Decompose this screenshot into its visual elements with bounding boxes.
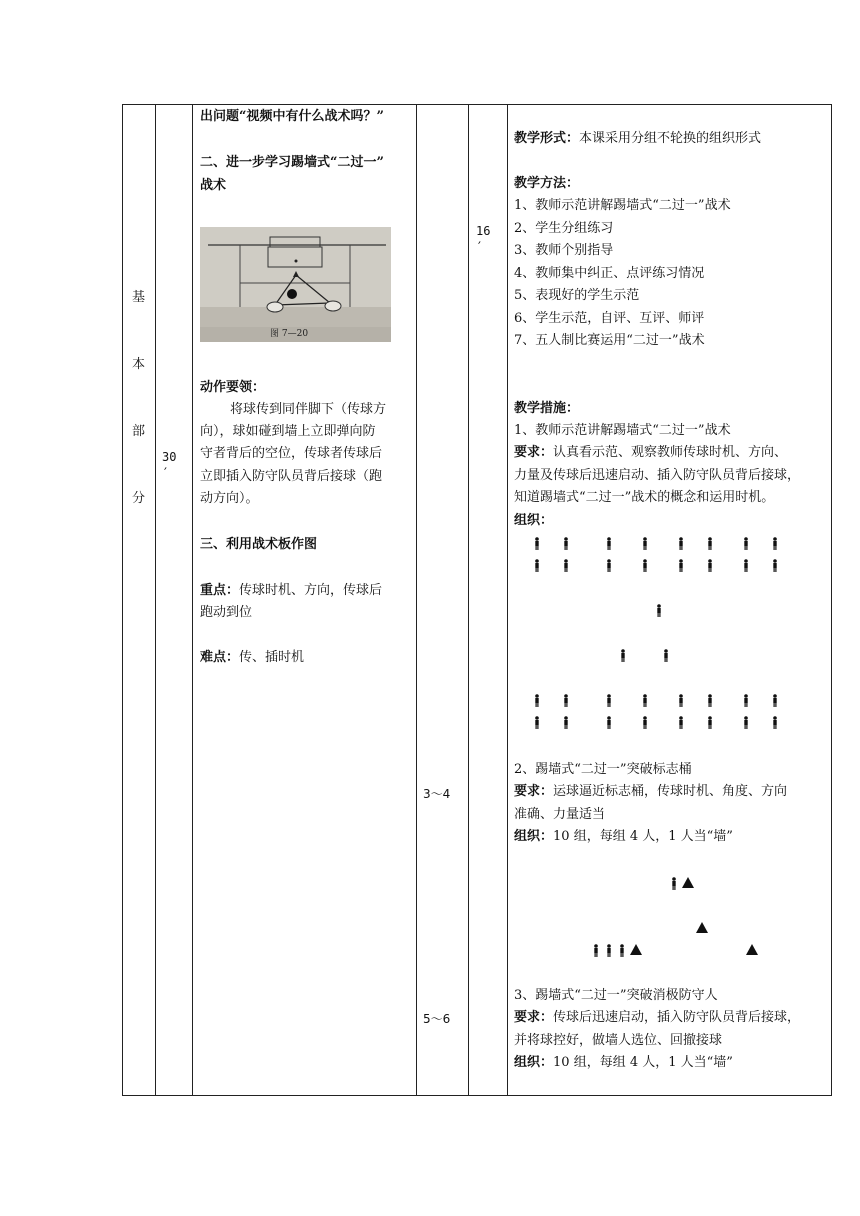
student-icon [706, 694, 714, 707]
wall-player-icon [670, 877, 678, 890]
student-icon [742, 694, 750, 707]
focus-text-cont: 跑动到位 [200, 605, 253, 620]
teacher-icon [655, 604, 663, 617]
method-item: 4、教师集中纠正、点评练习情况 [514, 266, 705, 281]
demonstrator-icon [662, 649, 670, 662]
student-icon [771, 559, 779, 572]
time-side: 16 [476, 224, 491, 238]
difficulty-label: 难点： [200, 650, 240, 665]
student-icon [771, 694, 779, 707]
req-text: 传球后迅速启动，插入防守队员背后接球， [553, 1010, 801, 1025]
student-icon [533, 559, 541, 572]
student-icon [562, 694, 570, 707]
table-col-border [192, 104, 193, 1096]
student-icon [641, 537, 649, 550]
difficulty-text: 传、插时机 [239, 650, 305, 665]
table-col-border [122, 104, 123, 1096]
cone-icon [682, 877, 694, 888]
measures-heading: 教学措施： [514, 401, 580, 416]
student-icon [605, 716, 613, 729]
table-col-border [416, 104, 417, 1096]
req-label: 要求： [514, 445, 554, 460]
student-icon [641, 716, 649, 729]
demonstrator-icon [619, 649, 627, 662]
measure-3-req-cont: 并将球控好，做墙人选位、回撤接球 [514, 1033, 723, 1048]
measure-2-org [514, 826, 733, 848]
org-label: 组织： [514, 513, 554, 528]
student-icon [677, 694, 685, 707]
difficulty-line [200, 647, 304, 669]
section-label-char: 分 [132, 491, 146, 506]
table-top-border [122, 104, 832, 105]
form-label: 教学形式： [514, 131, 580, 146]
student-icon [706, 716, 714, 729]
student-icon [533, 694, 541, 707]
student-icon [641, 694, 649, 707]
student-icon [605, 559, 613, 572]
student-icon [742, 716, 750, 729]
method-item: 7、五人制比赛运用“二过一”战术 [514, 333, 705, 348]
student-icon [771, 537, 779, 550]
measure-2-title: 2、踢墙式“二过一”突破标志桶 [514, 762, 692, 777]
reps-2: 5～6 [423, 1012, 451, 1026]
figure-caption: 图 7—20 [270, 329, 309, 339]
measure-3-title: 3、踢墙式“二过一”突破消极防守人 [514, 988, 718, 1003]
key-points-line: 守者背后的空位，传球者传球后 [200, 446, 383, 461]
tactic-diagram-svg [200, 227, 391, 342]
measure-3-org [514, 1052, 733, 1074]
student-icon [533, 537, 541, 550]
measure-3-req [514, 1007, 800, 1029]
measure-2-req [514, 781, 787, 803]
table-col-border [831, 104, 832, 1096]
student-icon [742, 559, 750, 572]
time-side-unit: ′ [478, 240, 481, 255]
student-icon [533, 716, 541, 729]
student-icon [771, 716, 779, 729]
measure-1-req [514, 442, 787, 464]
student-icon [562, 559, 570, 572]
method-item: 3、教师个别指导 [514, 243, 614, 258]
student-icon [677, 559, 685, 572]
tactic-figure [200, 227, 391, 342]
player-icon [618, 944, 626, 957]
student-icon [562, 716, 570, 729]
cone-icon [696, 922, 708, 933]
intro-question: 出问题“视频中有什么战术吗？” [200, 109, 384, 124]
org-text: 10 组，每组 4 人，1 人当“墙” [553, 829, 733, 844]
measure-1-req-cont: 力量及传球后迅速启动、插入防守队员背后接球， [514, 468, 801, 483]
method-item: 5、表现好的学生示范 [514, 288, 640, 303]
time-main: 30 [162, 450, 177, 464]
key-points-heading: 动作要领： [200, 380, 266, 395]
reps-1: 3～4 [423, 787, 451, 801]
section-heading-2-cont: 战术 [200, 178, 227, 193]
cone-icon [746, 944, 758, 955]
org-text: 10 组，每组 4 人，1 人当“墙” [553, 1055, 733, 1070]
focus-line [200, 580, 382, 602]
student-icon [562, 537, 570, 550]
method-heading: 教学方法： [514, 176, 580, 191]
student-icon [677, 716, 685, 729]
section-label-char: 基 [132, 290, 146, 305]
table-col-border [155, 104, 156, 1096]
measure-1-req-cont: 知道踢墙式“二过一”战术的概念和运用时机。 [514, 490, 775, 505]
table-col-border [468, 104, 469, 1096]
cone-icon [630, 944, 642, 955]
method-item: 2、学生分组练习 [514, 221, 614, 236]
method-item: 6、学生示范，自评、互评、师评 [514, 311, 705, 326]
table-bottom-border [122, 1095, 832, 1096]
method-item: 1、教师示范讲解踢墙式“二过一”战术 [514, 198, 731, 213]
key-points-line: 向），球如碰到墙上立即弹向防 [200, 424, 376, 439]
section-label-char: 本 [132, 357, 146, 372]
section-label-char: 部 [132, 424, 146, 439]
student-icon [641, 559, 649, 572]
measure-2-req-cont: 准确、力量适当 [514, 807, 606, 822]
section-heading-2: 二、进一步学习踢墙式“二过一” [200, 155, 384, 170]
org-label: 组织： [514, 829, 554, 844]
form-text: 本课采用分组不轮换的组织形式 [579, 131, 762, 146]
key-points-line: 将球传到同伴脚下（传球方 [230, 402, 387, 417]
req-text: 运球逼近标志桶，传球时机、角度、方向 [553, 784, 788, 799]
measure-1-title: 1、教师示范讲解踢墙式“二过一”战术 [514, 423, 731, 438]
form-line [514, 128, 761, 150]
key-points-line: 动方向）。 [200, 491, 259, 506]
student-icon [677, 537, 685, 550]
student-icon [742, 537, 750, 550]
key-points-line: 立即插入防守队员背后接球（跑 [200, 469, 383, 484]
org-label: 组织： [514, 1055, 554, 1070]
focus-text: 传球时机、方向，传球后 [239, 583, 383, 598]
req-label: 要求： [514, 784, 554, 799]
student-icon [605, 537, 613, 550]
player-icon [592, 944, 600, 957]
player-icon [605, 944, 613, 957]
focus-label: 重点： [200, 583, 240, 598]
student-icon [605, 694, 613, 707]
req-text: 认真看示范、观察教师传球时机、方向、 [553, 445, 788, 460]
time-main-unit: ′ [164, 466, 167, 481]
req-label: 要求： [514, 1010, 554, 1025]
table-col-border [507, 104, 508, 1096]
section-heading-3: 三、利用战术板作图 [200, 537, 318, 552]
student-icon [706, 537, 714, 550]
student-icon [706, 559, 714, 572]
